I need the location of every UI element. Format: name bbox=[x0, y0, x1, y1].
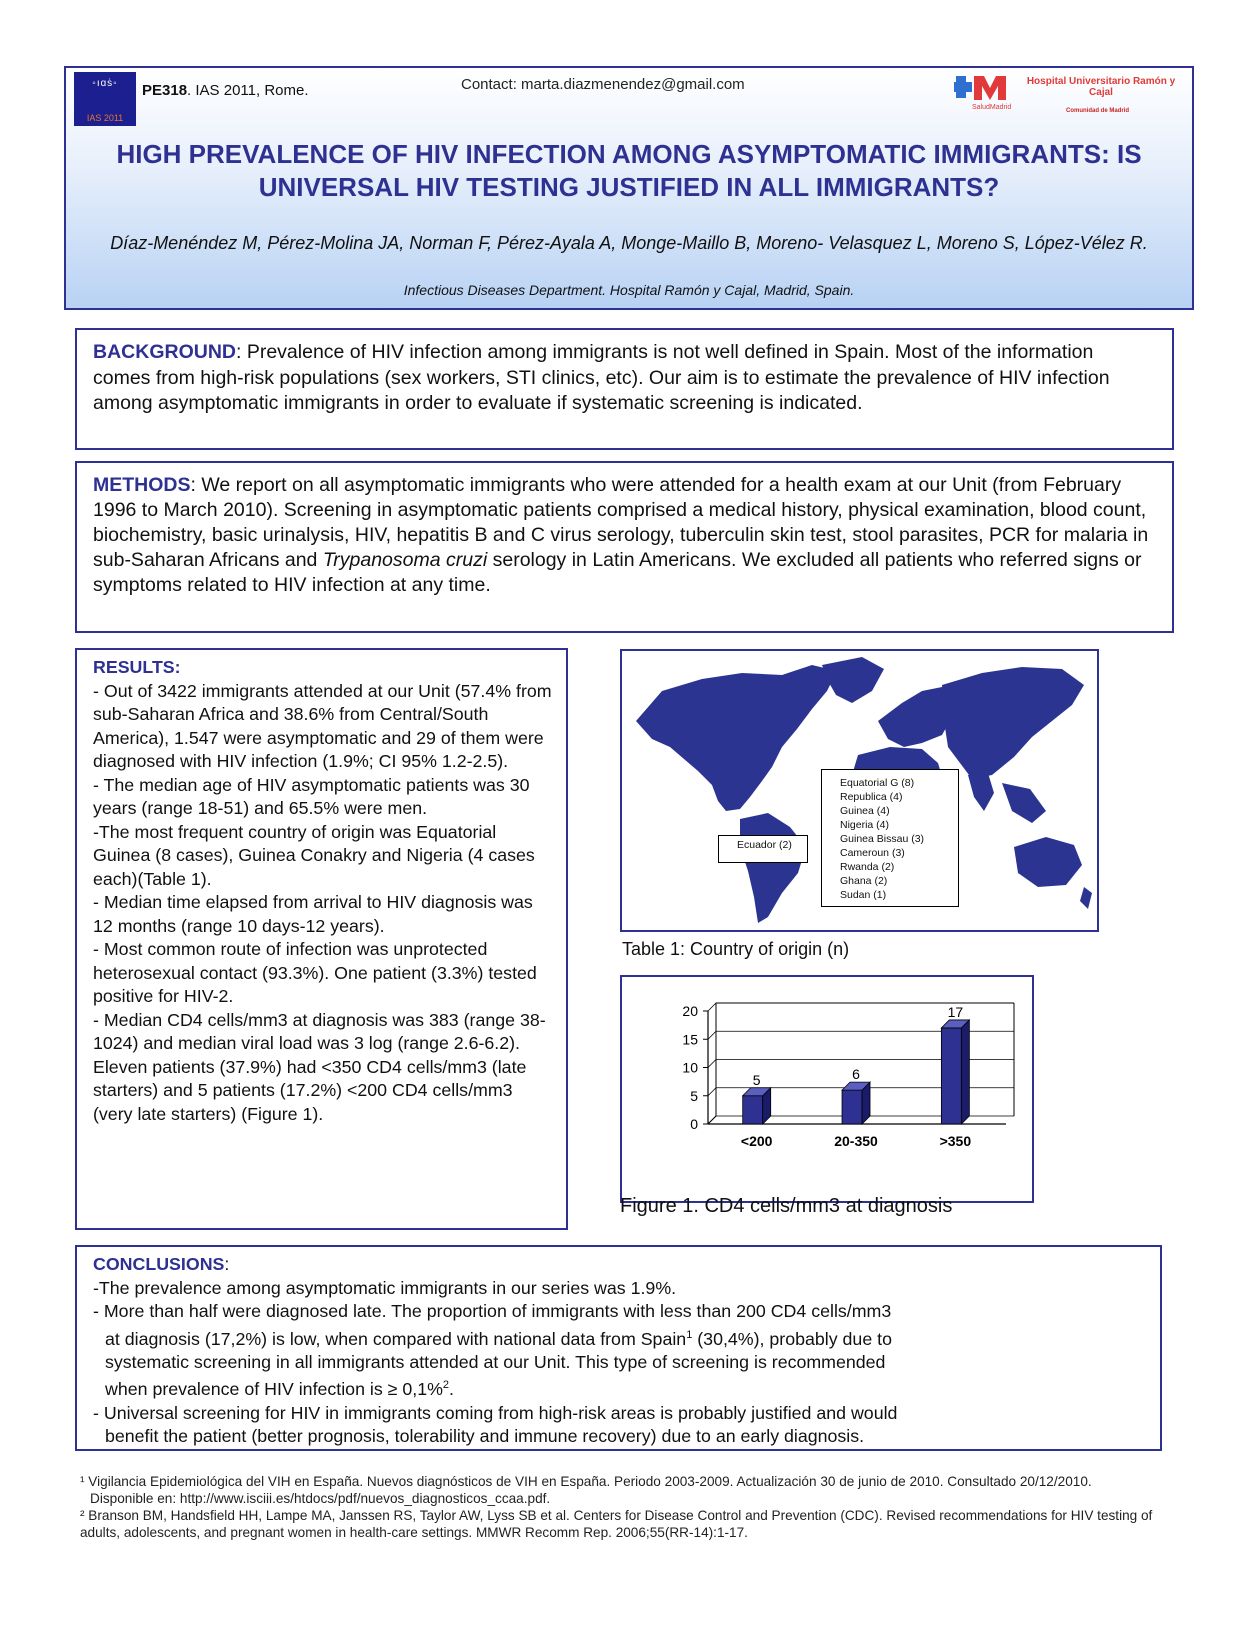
x-tick-label: <200 bbox=[740, 1133, 773, 1149]
world-map-figure bbox=[620, 649, 1099, 932]
footnote-ref-2: 2 bbox=[442, 1379, 450, 1392]
x-tick-label: >350 bbox=[939, 1133, 972, 1149]
results-text bbox=[93, 656, 556, 1126]
india-shape bbox=[968, 773, 994, 811]
conclusions-text bbox=[93, 1253, 1144, 1449]
methods-heading: METHODS bbox=[93, 474, 191, 496]
conclusion-line: - More than half were diagnosed late. The proportion of immigrants with less than 200 CD4 cells/mm3 bbox=[93, 1301, 892, 1321]
salud-madrid-logo bbox=[954, 74, 1022, 112]
methods-italic-species: Trypanosoma cruzi bbox=[322, 549, 488, 571]
y-tick-label: 10 bbox=[682, 1059, 698, 1076]
affiliation: Infectious Diseases Department. Hospital Ramón y Cajal, Madrid, Spain. bbox=[403, 282, 855, 298]
author-list: Díaz-Menéndez M, Pérez-Molina JA, Norman F, Pérez-Ayala A, Monge-Maillo B, Moreno- Velasquez L, Moreno S, López-Vélez R. bbox=[110, 233, 1148, 253]
data-label: 6 bbox=[852, 1066, 860, 1083]
poster-code: PE318 bbox=[142, 82, 188, 99]
legend-item-country: Sudan (1) bbox=[840, 889, 887, 901]
cd4-bar-chart bbox=[622, 977, 1032, 1201]
salud-madrid-text: SaludMadrid bbox=[972, 104, 1012, 111]
gridline bbox=[708, 1003, 1014, 1011]
conclusion-line bbox=[93, 1324, 1144, 1351]
bar bbox=[842, 1090, 862, 1124]
results-heading: RESULTS: bbox=[93, 657, 181, 677]
australia-shape bbox=[1014, 837, 1082, 887]
y-tick-label: 20 bbox=[682, 1003, 698, 1019]
results-item: - Out of 3422 immigrants attended at our Unit (57.4% from sub-Saharan Africa and 38.6% from Central/South America), 1.547 were asymptomatic and 29 of them were diagnosed with HIV infection (1.9%; CI 95% 1.2-2.5). bbox=[93, 680, 552, 771]
footnotes bbox=[80, 1473, 1170, 1541]
methods-text bbox=[93, 473, 1156, 598]
conclusion-line: benefit the patient (better prognosis, tolerability and immune recovery) due to an early diagnosis. bbox=[105, 1426, 865, 1447]
methods-section bbox=[75, 461, 1174, 633]
conclusion-line: - Universal screening for HIV in immigrants coming from high-risk areas is probably justified and would bbox=[93, 1402, 898, 1423]
y-tick-label: 5 bbox=[690, 1087, 698, 1104]
conclusions-heading-suffix: : bbox=[224, 1254, 230, 1274]
map-caption: Table 1: Country of origin (n) bbox=[622, 939, 850, 959]
legend-item-country: Cameroun (3) bbox=[840, 847, 905, 859]
africa-legend bbox=[821, 769, 959, 907]
background-text bbox=[93, 340, 1156, 417]
legend-item-country: Rwanda (2) bbox=[840, 861, 895, 873]
poster-code-line bbox=[142, 82, 309, 99]
background-section bbox=[75, 328, 1174, 450]
conference-name: . IAS 2011, Rome. bbox=[187, 82, 309, 99]
results-item: -The most frequent country of origin was Equatorial Guinea (8 cases), Guinea Conakry and Nigeria (4 cases each)(Table 1). bbox=[93, 821, 535, 889]
footnote-1-url: Disponible en: http://www.isciii.es/htdocs/pdf/nuevos_diagnosticos_ccaa.pdf. bbox=[90, 1491, 551, 1506]
x-tick-label: 20-350 bbox=[834, 1133, 878, 1149]
new-zealand-shape bbox=[1080, 887, 1092, 909]
data-label: 17 bbox=[947, 1003, 964, 1020]
background-heading: BACKGROUND bbox=[93, 341, 236, 363]
conclusion-line bbox=[93, 1374, 1144, 1401]
legend-item-country: Nigeria (4) bbox=[840, 819, 890, 831]
asia-shape bbox=[942, 667, 1084, 779]
conclusion-text: when prevalence of HIV infection is ≥ 0,1% bbox=[105, 1379, 443, 1400]
greenland-shape bbox=[822, 657, 884, 703]
conclusions-heading: CONCLUSIONS bbox=[93, 1254, 225, 1274]
legend-item-country: Guinea Bissau (3) bbox=[840, 833, 925, 845]
results-item: - Median CD4 cells/mm3 at diagnosis was 383 (range 38-1024) and median viral load was 3 log (range 2.6-6.2). Eleven patients (37.9%) had <350 CD4 cells/mm3 (late starters) and 5 patients (17.2%) <200 CD4 cells/mm3 (very late starters) (Figure 1). bbox=[93, 1009, 546, 1124]
results-item: - Median time elapsed from arrival to HIV diagnosis was 12 months (range 10 days-12 years). bbox=[93, 892, 533, 936]
y-tick-label: 0 bbox=[690, 1116, 698, 1132]
bar bbox=[941, 1028, 961, 1124]
north-america-shape bbox=[636, 665, 837, 811]
background-body: : Prevalence of HIV infection among immigrants is not well defined in Spain. Most of the information comes from high-risk populations (sex workers, STI clinics, etc). Our aim is to estimate the prevalence of HIV infection among asymptomatic immigrants in order to evaluate if systematic screening is indicated. bbox=[93, 341, 1110, 414]
conclusion-text: (30,4%), probably due to bbox=[692, 1328, 892, 1349]
footnote-ref-1: 1 bbox=[686, 1328, 693, 1341]
data-label: 5 bbox=[752, 1071, 761, 1088]
hospital-name: Hospital Universitario Ramón y Cajal bbox=[1026, 76, 1176, 98]
results-item: - The median age of HIV asymptomatic patients was 30 years (range 18-51) and 65.5% were men. bbox=[93, 774, 530, 818]
y-tick-label: 15 bbox=[682, 1031, 698, 1048]
legend-item-country: Equatorial G (8) bbox=[840, 777, 915, 789]
bar bbox=[743, 1096, 763, 1124]
ias-logo-mark: ◦ıɑṡ◦ bbox=[92, 78, 118, 89]
conclusion-text: at diagnosis (17,2%) is low, when compared with national data from Spain bbox=[105, 1328, 687, 1349]
legend-item-country: Republica (4) bbox=[840, 791, 903, 803]
legend-item-ecuador: Ecuador (2) bbox=[737, 839, 792, 851]
conclusion-line: -The prevalence among asymptomatic immigrants in our series was 1.9%. bbox=[93, 1277, 677, 1298]
footnote-1: ¹ Vigilancia Epidemiológica del VIH en España. Nuevos diagnósticos de VIH en España. Periodo 2003-2009. Actualización 30 de junio de 2010. Consultado 20/12/2010. bbox=[80, 1474, 1092, 1489]
south-america-shape bbox=[740, 813, 806, 923]
methods-body-1: : We report on all asymptomatic immigrants who were attended for a health exam at our Unit (from February 1996 to March 2010). Screening in asymptomatic patients comprised a medical history, physical examination, blood count, biochemistry, basic urinalysis, HIV, hepatitis B and C virus serology, tuberculin skin test, stool parasites, PCR for malaria in sub-Saharan Africans and bbox=[93, 474, 1149, 571]
methods-body-2: serology in Latin Americans. We excluded all patients who referred signs or symptoms related to HIV infection at any time. bbox=[93, 549, 1142, 596]
legend-item-country: Ghana (2) bbox=[840, 875, 888, 887]
contact-email: Contact: marta.diazmenendez@gmail.com bbox=[461, 76, 745, 93]
comunidad-madrid-text: Comunidad de Madrid bbox=[1066, 108, 1129, 114]
americas-legend bbox=[718, 835, 808, 863]
poster-header bbox=[64, 66, 1194, 310]
poster-title: HIGH PREVALENCE OF HIV INFECTION AMONG ASYMPTOMATIC IMMIGRANTS: IS UNIVERSAL HIV TESTING JUSTIFIED IN ALL IMMIGRANTS? bbox=[116, 139, 1142, 202]
results-item: - Most common route of infection was unprotected heterosexual contact (93.3%). One patient (3.3%) tested positive for HIV-2. bbox=[93, 939, 537, 1006]
ias-logo bbox=[74, 72, 136, 126]
footnote-2: ² Branson BM, Handsfield HH, Lampe MA, Janssen RS, Taylor AW, Lyss SB et al. Centers for Disease Control and Prevention (CDC). Revised recommendations for HIV testing of adults, adolescents, and pregnant women in health-care settings. MMWR Recomm Rep. 2006;55(RR-14):1-17. bbox=[80, 1508, 1153, 1540]
cd4-chart-figure bbox=[620, 975, 1034, 1203]
conclusions-section bbox=[75, 1245, 1162, 1451]
ias-logo-text: IAS 2011 bbox=[86, 113, 124, 123]
chart-caption: Figure 1. CD4 cells/mm3 at diagnosis bbox=[620, 1195, 953, 1217]
legend-item-country: Guinea (4) bbox=[840, 805, 890, 817]
se-asia-shape bbox=[1002, 783, 1046, 823]
bar-side bbox=[961, 1020, 969, 1124]
results-section bbox=[75, 648, 568, 1230]
conclusion-line: systematic screening in all immigrants attended at our Unit. This type of screening is recommended bbox=[105, 1351, 886, 1372]
conclusion-text: . bbox=[449, 1379, 454, 1400]
